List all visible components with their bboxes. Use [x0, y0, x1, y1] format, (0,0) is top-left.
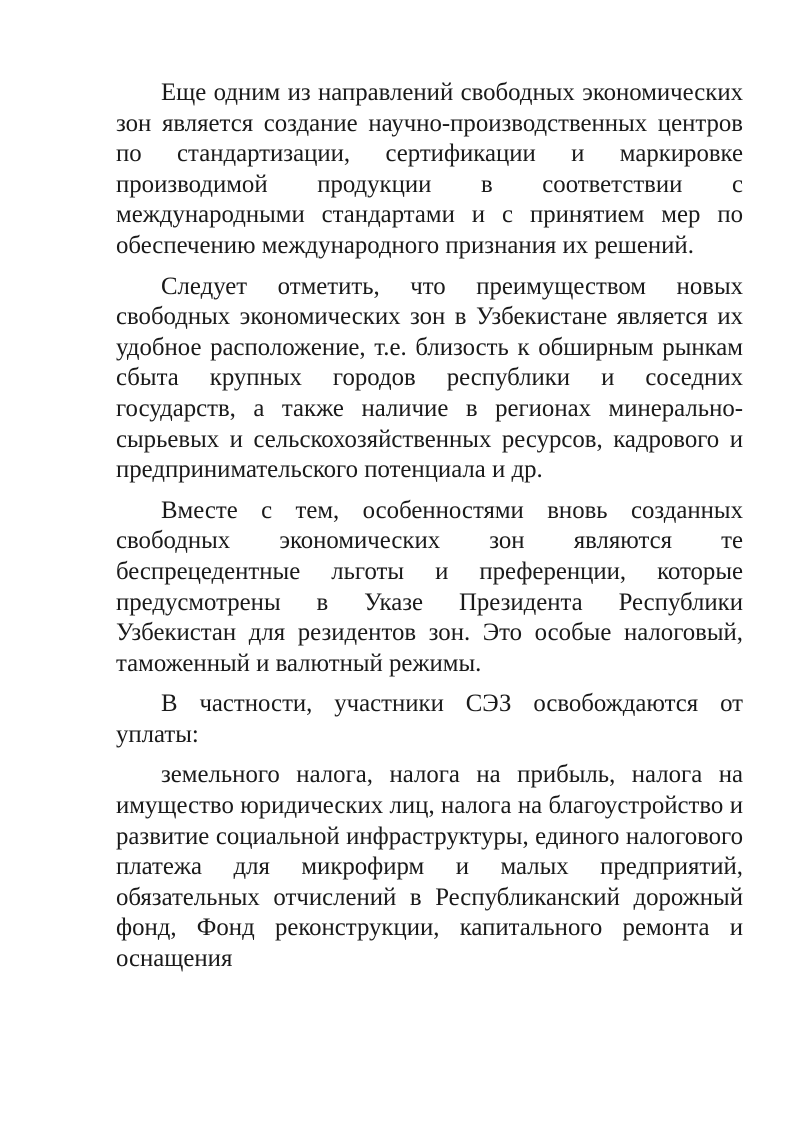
paragraph-3: Вместе с тем, особенностями вновь созданных свободных экономических зон являются те беспрецедентные льготы и преференции, которые предусмотрены в Указе Президента Республики Узбекистан для резидентов зон. Это особые налоговый, таможенный и валютный режимы. — [116, 496, 743, 677]
paragraph-2: Следует отметить, что преимуществом новых свободных экономических зон в Узбекистане является их удобное расположение, т.е. близость к обширным рынкам сбыта крупных городов республики и соседних государств, а также наличие в регионах минерально-сырьевых и сельскохозяйственных ресурсов, кадрового и предпринимательского потенциала и др. — [116, 272, 743, 484]
paragraph-1: Еще одним из направлений свободных экономических зон является создание научно-производственных центров по стандартизации, сертификации и маркировке производимой продукции в соответствии с международными стандартами и с принятием мер по обеспечению международного признания их решений. — [116, 79, 743, 259]
paragraph-5: земельного налога, налога на прибыль, налога на имущество юридических лиц, налога на благоустройство и развитие социальной инфраструктуры, единого налогового платежа для микрофирм и малых предприятий, обязательных отчислений в Республиканский дорожный фонд, Фонд реконструкции, капитального ремонта и оснащения — [116, 761, 743, 973]
paragraph-4: В частности, участники СЭЗ освобождаются от уплаты: — [116, 690, 743, 748]
document-page — [116, 78, 743, 985]
